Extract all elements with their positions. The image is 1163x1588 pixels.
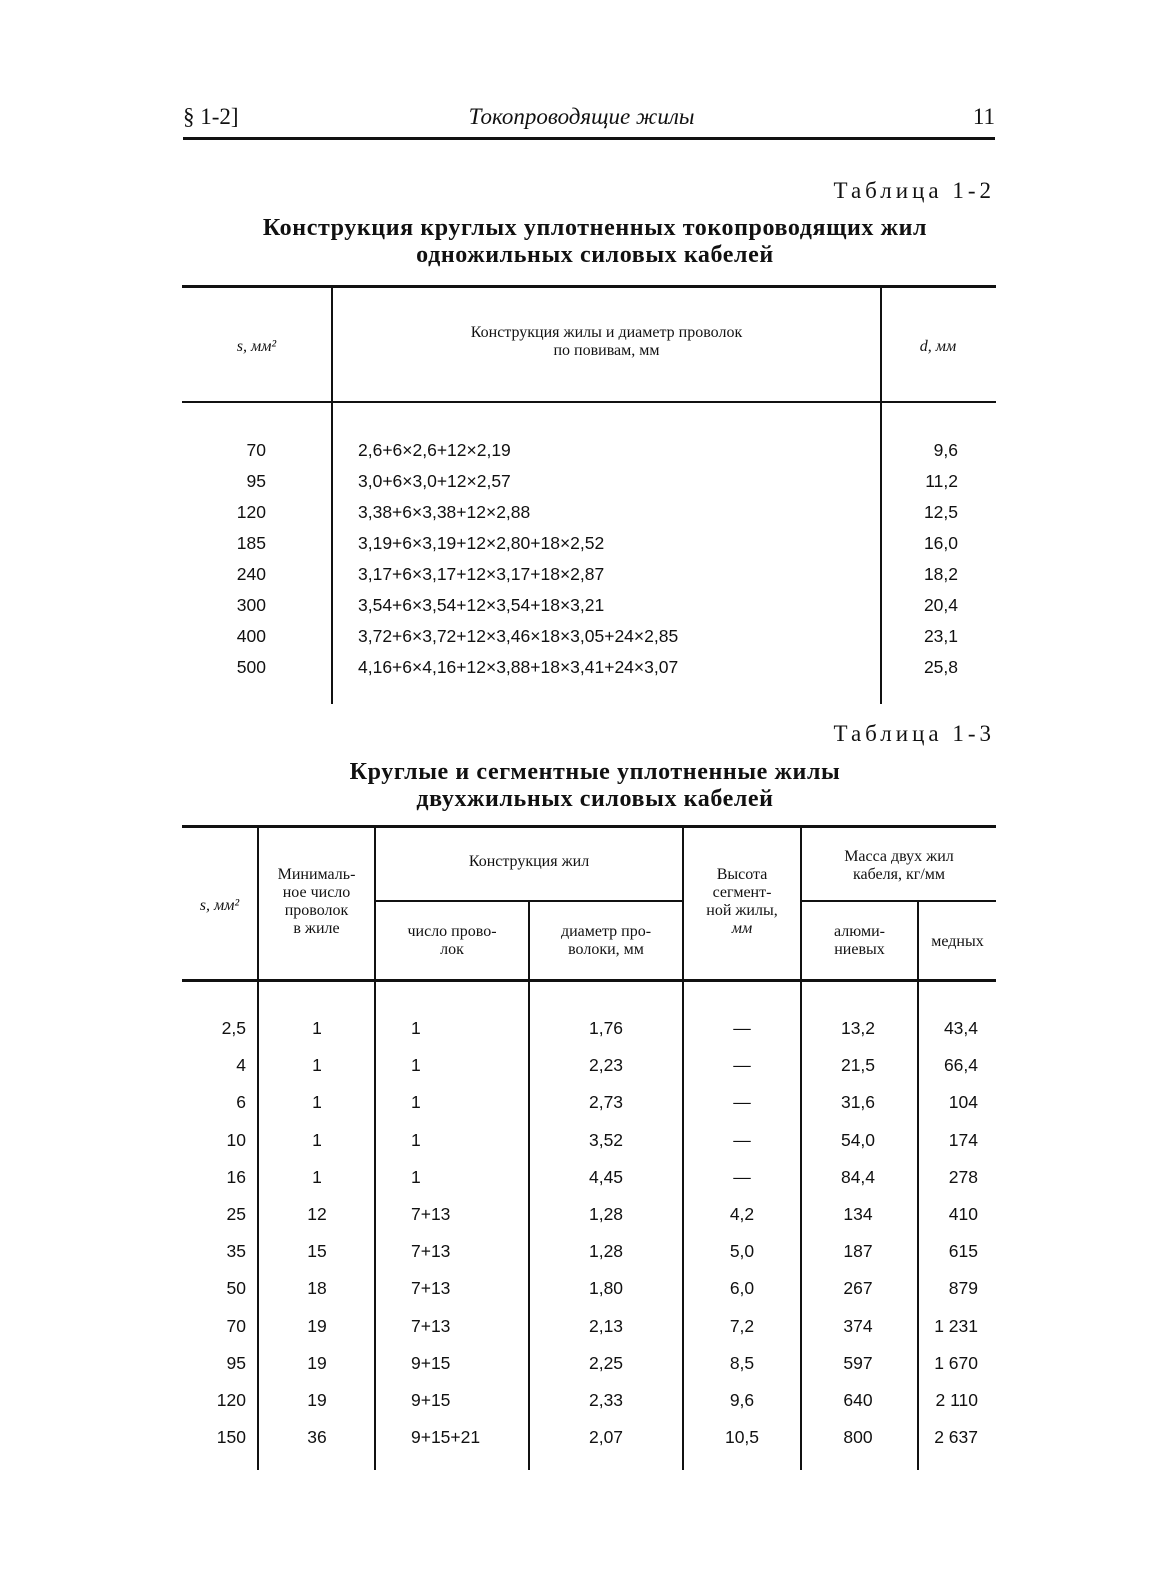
table-1-3-header-copper: медных	[931, 933, 984, 950]
table-1-3-cell-wire-count: 1	[411, 1018, 421, 1038]
table-1-3-cell-aluminium: 134	[843, 1204, 873, 1224]
table-1-3-cell-aluminium: 54,0	[840, 1129, 876, 1150]
table-1-2-cell-d: 20,4	[923, 595, 958, 615]
table-1-3-cell-s: 25	[226, 1204, 246, 1224]
table-1-3-cell-wire-diameter: 2,73	[588, 1092, 624, 1113]
table-1-3-cell-wire-diameter: 1,76	[588, 1018, 624, 1038]
table-1-2-cell-s: 185	[236, 533, 266, 553]
table-1-3-cell-wire-diameter: 2,07	[588, 1427, 624, 1448]
table-1-3-cell-aluminium: 84,4	[840, 1166, 876, 1187]
table-1-2-cell-s: 500	[236, 657, 266, 677]
table-1-3-cell-min-wires: 12	[307, 1204, 327, 1224]
table-1-2-header-construction-line2: по повивам, мм	[553, 342, 660, 359]
table-1-3-cell-aluminium: 800	[843, 1427, 873, 1448]
table-1-3-cell-segment-height: 8,5	[729, 1352, 755, 1373]
table-1-3-header-construction: Конструкция жил	[468, 853, 590, 870]
table-1-3-header-wire-count-line1: число прово-	[407, 923, 497, 940]
table-1-3-header-min-wires-line3: проволок	[284, 902, 349, 919]
table-1-3-cell-segment-height: —	[733, 1018, 751, 1038]
table-1-3-cell-wire-count: 1	[411, 1129, 421, 1150]
table-1-2-header-s: s, мм²	[236, 338, 277, 355]
table-1-3-header-height-line3: ной жилы,	[706, 902, 778, 919]
table-1-3-cell-s: 95	[226, 1352, 246, 1373]
table-1-2-cell-s: 400	[236, 626, 266, 646]
table-1-3-cell-wire-diameter: 1,80	[588, 1278, 624, 1299]
table-1-3-cell-aluminium: 640	[843, 1390, 873, 1410]
table-1-3-cell-min-wires: 18	[307, 1278, 327, 1299]
table-1-3-col-divider-3	[528, 900, 530, 1470]
table-1-3-header-mass	[802, 848, 996, 884]
table-1-3-header-wire-diameter-line1: диаметр про-	[560, 923, 652, 940]
table-1-3-cell-copper: 43,4	[943, 1018, 978, 1038]
table-1-3-cell-s: 50	[226, 1278, 246, 1299]
table-1-3-cell-copper: 410	[948, 1204, 978, 1224]
table-1-3-col-divider-6	[917, 900, 919, 1470]
page-number: 11	[972, 104, 995, 129]
table-1-3-cell-min-wires: 19	[307, 1352, 327, 1373]
table-1-3-cell-wire-diameter: 3,52	[588, 1129, 624, 1150]
table-1-2-cell-construction: 3,19+6×3,19+12×2,80+18×2,52	[358, 533, 605, 553]
table-1-3-cell-wire-count: 1	[411, 1092, 421, 1113]
table-1-3-header-height-line4: мм	[731, 920, 753, 937]
table-1-3-cell-wire-count: 9+15+21	[411, 1427, 481, 1448]
table-1-3-cell-segment-height: 7,2	[729, 1315, 755, 1336]
table-1-3-cell-copper: 278	[948, 1166, 978, 1187]
table-1-3-header-mass-line2: кабеля, кг/мм	[852, 866, 946, 883]
table-1-3-label: Таблица 1-3	[833, 721, 995, 746]
table-1-3-cell-segment-height: —	[733, 1129, 751, 1150]
table-1-3-header-rule	[182, 979, 996, 982]
table-1-3-cell-wire-diameter: 4,45	[588, 1166, 624, 1187]
table-1-2-cell-d: 25,8	[923, 657, 958, 677]
table-1-3-cell-min-wires: 1	[312, 1166, 322, 1187]
table-1-3-header-height-line2: сегмент-	[712, 884, 772, 901]
table-1-2-cell-construction: 3,54+6×3,54+12×3,54+18×3,21	[358, 595, 605, 615]
table-1-3-cell-aluminium: 187	[843, 1241, 873, 1262]
table-1-3-header-wire-count-line2: лок	[440, 941, 464, 958]
table-1-3-cell-segment-height: —	[733, 1166, 751, 1187]
table-1-3-cell-aluminium: 31,6	[840, 1092, 876, 1113]
table-1-3-header-min-wires-line2: ное число	[282, 884, 351, 901]
table-1-3-cell-copper: 1 231	[934, 1315, 978, 1336]
table-1-3-header-wire-diameter	[530, 923, 682, 959]
table-1-3-cell-min-wires: 19	[307, 1390, 327, 1410]
table-1-3-cell-wire-diameter: 2,33	[588, 1390, 624, 1410]
table-1-2-cell-s: 120	[236, 502, 266, 522]
table-1-2-cell-d: 9,6	[933, 440, 958, 460]
table-1-2-cell-construction: 4,16+6×4,16+12×3,88+18×3,41+24×3,07	[358, 657, 679, 677]
table-1-3-cell-wire-count: 7+13	[411, 1241, 451, 1262]
table-1-3-cell-wire-diameter: 1,28	[588, 1204, 624, 1224]
table-1-3-cell-min-wires: 15	[307, 1241, 327, 1262]
table-1-2-cell-s: 300	[236, 595, 266, 615]
table-1-3-header-min-wires-line1: Минималь-	[277, 866, 356, 883]
table-1-3-cell-copper: 66,4	[943, 1055, 978, 1076]
table-1-2-cell-s: 95	[246, 471, 266, 491]
table-1-3-cell-wire-count: 9+15	[411, 1390, 451, 1410]
table-1-3-cell-min-wires: 36	[307, 1427, 327, 1448]
table-1-2-title-line1: Конструкция круглых уплотненных токопроводящих жил	[262, 215, 928, 241]
table-1-2-cell-construction: 3,38+6×3,38+12×2,88	[358, 502, 531, 522]
table-1-3-cell-wire-count: 7+13	[411, 1204, 451, 1224]
table-1-3-cell-wire-count: 7+13	[411, 1278, 451, 1299]
table-1-3-cell-s: 120	[216, 1390, 246, 1410]
table-1-3-header-aluminium-line2: ниевых	[834, 941, 885, 958]
table-1-2-header-d: d, мм	[919, 338, 957, 355]
table-1-3-cell-aluminium: 21,5	[840, 1055, 876, 1076]
table-1-2-label: Таблица 1-2	[833, 178, 995, 203]
table-1-3-cell-aluminium: 13,2	[840, 1018, 876, 1038]
table-1-3-header-aluminium-line1: алюми-	[834, 923, 885, 940]
table-1-3-header-wire-diameter-line2: волоки, мм	[568, 941, 644, 958]
table-1-3-cell-segment-height: 9,6	[729, 1390, 755, 1410]
table-1-2-cell-d: 23,1	[923, 626, 958, 646]
table-1-3-cell-segment-height: 4,2	[729, 1204, 755, 1224]
table-1-3-cell-copper: 615	[948, 1241, 978, 1262]
table-1-3-cell-s: 4	[236, 1055, 246, 1076]
table-1-3-cell-copper: 879	[948, 1278, 978, 1299]
table-1-3-cell-segment-height: —	[733, 1092, 751, 1113]
table-1-3-header-segment-height	[684, 866, 800, 938]
table-1-3-cell-wire-diameter: 1,28	[588, 1241, 624, 1262]
table-1-3-cell-segment-height: 6,0	[729, 1278, 755, 1299]
table-1-2-cell-construction: 3,72+6×3,72+12×3,46×18×3,05+24×2,85	[358, 626, 679, 646]
table-1-2-cell-d: 12,5	[923, 502, 958, 522]
table-1-2-cell-s: 70	[246, 440, 266, 460]
table-1-3-header-s: s, мм²	[199, 897, 240, 914]
table-1-3-cell-min-wires: 1	[312, 1129, 322, 1150]
table-1-3-cell-s: 16	[226, 1166, 246, 1187]
table-1-3-cell-wire-count: 9+15	[411, 1352, 451, 1373]
table-1-3-header-min-wires-line4: в жиле	[293, 920, 340, 937]
table-1-3-cell-wire-diameter: 2,25	[588, 1352, 624, 1373]
table-1-3-cell-s: 10	[226, 1129, 246, 1150]
table-1-3-cell-segment-height: 10,5	[724, 1427, 760, 1448]
table-1-3-cell-copper: 2 637	[934, 1427, 978, 1448]
table-1-2-cell-d: 16,0	[923, 533, 958, 553]
table-1-3-cell-copper: 2 110	[935, 1390, 978, 1410]
table-1-3-cell-wire-count: 7+13	[411, 1315, 451, 1336]
table-1-2-cell-d: 11,2	[925, 471, 958, 491]
table-1-3-cell-s: 35	[226, 1241, 246, 1262]
table-1-2-cell-construction: 3,0+6×3,0+12×2,57	[358, 471, 511, 491]
table-1-2-cell-d: 18,2	[923, 564, 958, 584]
table-1-3-cell-wire-diameter: 2,13	[588, 1315, 624, 1336]
table-1-3-title-line1: Круглые и сегментные уплотненные жилы	[349, 759, 841, 785]
table-1-3-cell-s: 150	[216, 1427, 246, 1448]
table-1-3-cell-aluminium: 267	[843, 1278, 873, 1299]
table-1-3-cell-min-wires: 1	[312, 1092, 322, 1113]
table-1-3-cell-segment-height: —	[733, 1055, 751, 1076]
table-1-3-mass-subrule	[800, 900, 996, 902]
table-1-3-title-line2: двухжильных силовых кабелей	[416, 786, 774, 812]
table-1-2-title-line2: одножильных силовых кабелей	[416, 242, 774, 268]
table-1-3-cell-min-wires: 19	[307, 1315, 327, 1336]
table-1-3-cell-copper: 104	[948, 1092, 978, 1113]
section-reference: § 1-2]	[183, 104, 239, 129]
table-1-2-cell-s: 240	[236, 564, 266, 584]
table-1-3-cell-segment-height: 5,0	[729, 1241, 755, 1262]
table-1-3-cell-min-wires: 1	[312, 1055, 322, 1076]
table-1-3-cell-copper: 174	[948, 1129, 978, 1150]
table-1-3-cell-aluminium: 597	[843, 1352, 873, 1373]
table-1-2-header-construction-line1: Конструкция жилы и диаметр проволок	[470, 324, 743, 341]
table-1-3-header-wire-count	[376, 923, 528, 959]
table-1-3-cell-wire-count: 1	[411, 1055, 421, 1076]
table-1-3-header-height-line1: Высота	[716, 866, 768, 883]
table-1-3-top-rule	[182, 825, 996, 828]
table-1-3-cell-aluminium: 374	[843, 1315, 873, 1336]
table-1-3-header-aluminium	[802, 923, 917, 959]
table-1-3-cell-min-wires: 1	[312, 1018, 322, 1038]
running-title: Токопроводящие жилы	[468, 104, 695, 129]
table-1-3-cell-wire-diameter: 2,23	[588, 1055, 624, 1076]
table-1-3-cell-wire-count: 1	[411, 1166, 421, 1187]
table-1-3-cell-s: 2,5	[221, 1018, 246, 1038]
table-1-2-cell-construction: 2,6+6×2,6+12×2,19	[358, 440, 511, 460]
table-1-2-cell-construction: 3,17+6×3,17+12×3,17+18×2,87	[358, 564, 605, 584]
table-1-3-cell-s: 6	[236, 1092, 246, 1113]
table-1-3-cell-copper: 1 670	[934, 1352, 978, 1373]
table-1-3-header-min-wires	[259, 866, 374, 938]
table-1-3-header-mass-line1: Масса двух жил	[844, 848, 954, 865]
table-1-3-cell-s: 70	[226, 1315, 246, 1336]
